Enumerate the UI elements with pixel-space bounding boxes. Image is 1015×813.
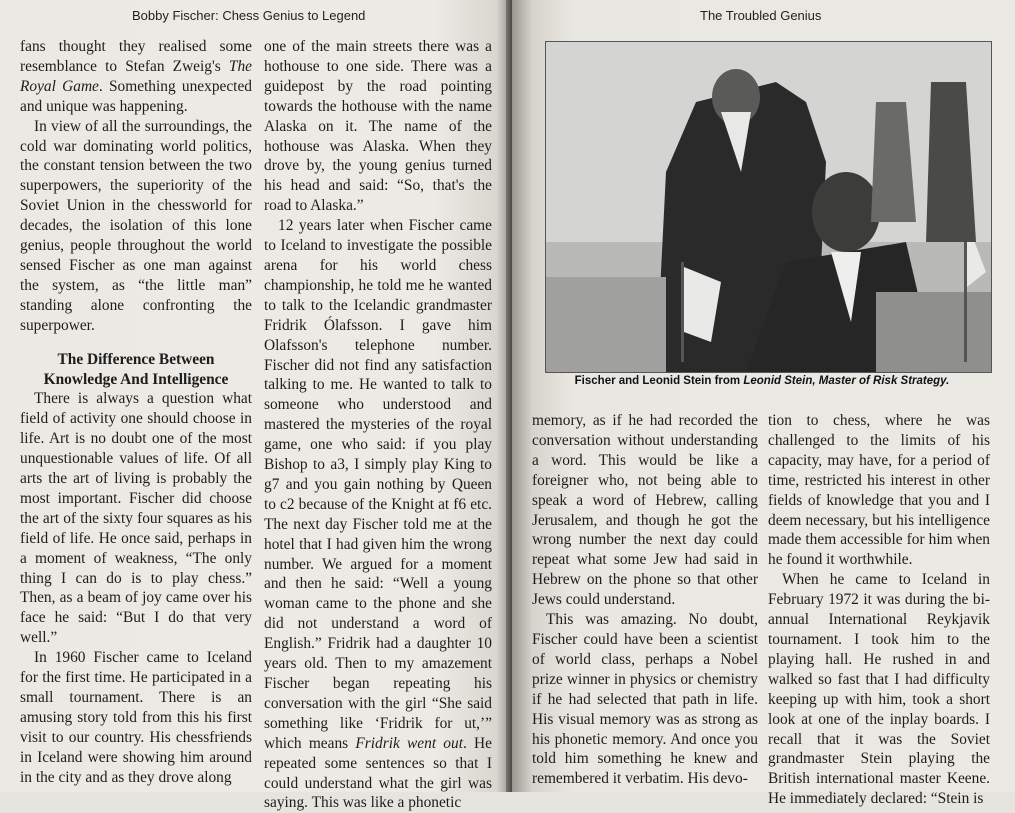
- book-title: The Royal Game: [20, 57, 252, 95]
- right-column-2: [768, 411, 990, 809]
- paragraph: When he came to Iceland in February 1972 it was during the bi-annual International Reykjavik tournament. I took him to the playing hall. He rushed in and walked so fast that I had difficulty keeping up with him, took a short look at one of the inplay boards. I recall that it was the Soviet grandmaster Stein playing the British international master Keene. He immediately declared: “Stein is: [768, 571, 990, 808]
- paragraph: memory, as if he had recorded the conversation without understanding a word. This would be like a foreigner who, not being able to speak a word of Hebrew, calling Jerusalem, and though he got the wrong number the next day could repeat what some Jew had said in Hebrew on the phone so that other Jews could understand.: [532, 412, 758, 609]
- photograph-fischer-and-stein: [545, 41, 992, 373]
- paragraph: In 1960 Fischer came to Iceland for the first time. He participated in a small tournament. There is an amusing story told from this his first visit to our country. His chessfriends in Iceland were showing him around in the city and as they drove along: [20, 649, 252, 786]
- paragraph: This was amazing. No doubt, Fischer could have been a scientist of world class, perhaps a Nobel prize winner in physics or chemistry if he had selected that path in life. His visual memory was as strong as his phonetic memory. And once you told him something he knew and remembered it verbatim. His devo-: [532, 611, 758, 788]
- italic-phrase: Fridrik went out: [355, 734, 463, 752]
- left-column-2: [264, 37, 492, 813]
- running-head-right: The Troubled Genius: [700, 8, 822, 23]
- right-column-1: [532, 411, 758, 789]
- left-column-1: [20, 37, 252, 788]
- paragraph: There is always a question what field of activity one should choose in life. Art is no doubt one of the most unquestionable values of life. Of all arts the art of living is probably the most important. Fischer did choose the art of the sixty four squares as his field of life. He once said, perhaps in a moment of weakness, “The only thing I can do is to play chess.” Then, as a beam of joy came over his face he said: “But I do that very well.”: [20, 390, 252, 647]
- section-heading: The Difference Between Knowledge And Intelligence: [43, 350, 229, 388]
- caption-book-title: Leonid Stein, Master of Risk Strategy.: [743, 375, 950, 387]
- photo-illustration: [546, 42, 991, 372]
- paragraph: 12 years later when Fischer came to Iceland to investigate the possible arena for his world chess championship, he told me he wanted to talk to the Icelandic grandmaster Fridrik Ólafsson. I gave him Olafsson's telephone number. Fischer did not find any satisfaction talking to me. He wanted to talk to someone who understood and mastered the mysteries of the royal game, one who said: if you play Bishop to a3, I simply play King to g7 and you gain nothing by Queen to c2 because of the Knight at f6 etc. The next day Fischer told me at the hotel that I had given him the wrong number. We argued for a moment and then he said: “Well a young woman came to the phone and she did not understand a word of English.” Fridrik had a daughter 10 years old. Then to my amazement Fischer began repeating his conversation with the girl “She said something like ‘Fridrik for ut,’” which means Fridrik went out. He repeated some sentences so that I could understand what the girl was saying. This was like a phonetic: [264, 217, 492, 812]
- paragraph: fans thought they realised some resemblance to Stefan Zweig's The Royal Game. Something unexpected and unique was happening.: [20, 38, 252, 115]
- running-head-left: Bobby Fischer: Chess Genius to Legend: [132, 8, 366, 23]
- paragraph: one of the main streets there was a hothouse to one side. There was a guidepost by the road pointing towards the hothouse with the name Alaska on it. The name of the hothouse was Alaska. When they drove by, the young genius turned his head and said: “So, that's the road to Alaska.”: [264, 38, 492, 215]
- photo-caption: Fischer and Leonid Stein from Leonid Stein, Master of Risk Strategy.: [574, 375, 950, 387]
- paragraph: In view of all the surroundings, the cold war dominating world politics, the constant tension between the two superpowers, the superiority of the Soviet Union in the chessworld for decades, the isolation of this lone genius, people throughout the world sensed Fischer as one man against the system, as “the little man” standing alone confronting the superpower.: [20, 117, 252, 334]
- right-page: [512, 0, 1015, 808]
- paragraph: tion to chess, where he was challenged to the limits of his capacity, may have, for a period of time, restricted his interest in other fields of knowledge that you and I deem necessary, but his intelligence made them accessible for him when he found it worthwhile.: [768, 412, 990, 569]
